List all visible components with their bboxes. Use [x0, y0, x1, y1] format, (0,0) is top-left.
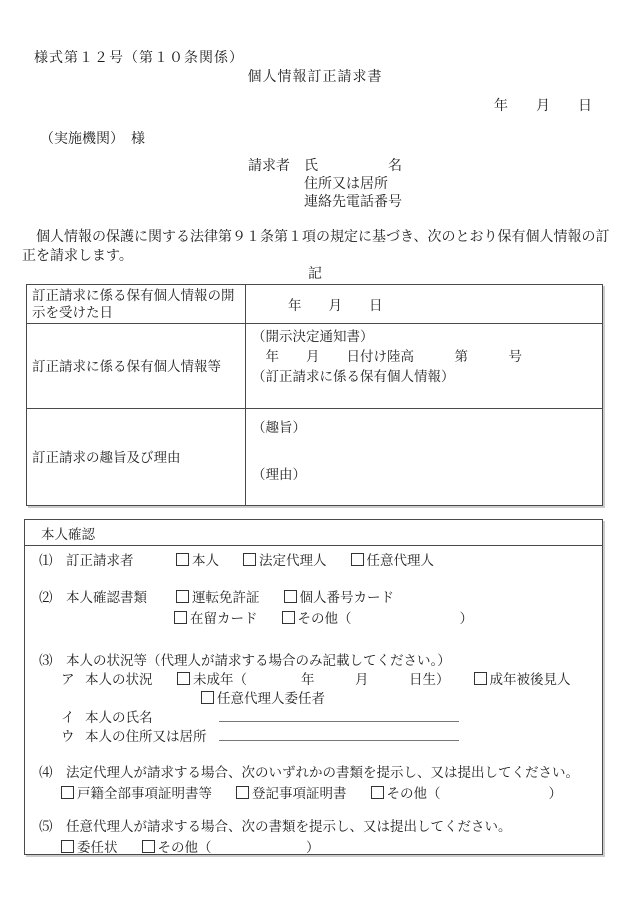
checkbox-other-legal-doc[interactable] [371, 784, 563, 804]
item1-label: 訂正請求者 [66, 553, 134, 568]
checkbox-label: 未成年（ 年 月 日生） [193, 672, 450, 687]
checkbox-voluntary-agent[interactable] [351, 551, 435, 571]
checkbox-label: 運転免許証 [192, 590, 260, 605]
addressee-line: （実施機関） 様 [40, 132, 145, 147]
checkbox-label: 任意代理人 [366, 553, 434, 568]
checkbox-power-of-attorney[interactable] [61, 838, 118, 858]
checkbox-icon [284, 590, 297, 603]
checkbox-label: 個人番号カード [299, 590, 394, 605]
requester-name-line [248, 158, 402, 176]
item-voluntary-agent-docs-options [61, 838, 596, 858]
checkbox-icon [243, 553, 256, 566]
item-voluntary-agent-docs [37, 817, 596, 837]
table-row-purport-reason [27, 409, 603, 506]
body-paragraph: 個人情報の保護に関する法律第９１条第１項の規定に基づき、次のとおり保有個人情報の訂正を請求します。 [22, 230, 610, 264]
purport-label: （趣旨） [252, 420, 306, 435]
checkbox-label: 法定代理人 [259, 553, 327, 568]
checkbox-adult-ward[interactable] [474, 670, 571, 689]
item-requester-type [37, 551, 596, 571]
checkbox-icon [174, 611, 187, 624]
checkbox-icon [474, 672, 487, 685]
checkbox-registration-certificate[interactable] [236, 784, 347, 804]
checkbox-voluntary-agent-delegator[interactable] [201, 689, 325, 708]
sub-a-label: 本人の状況 [85, 672, 153, 687]
checkbox-label: その他（ ） [157, 840, 320, 855]
checkbox-icon [351, 553, 364, 566]
page-title: 個人情報訂正請求書 [247, 70, 383, 85]
item2-number: ⑵ [39, 590, 53, 605]
checkbox-family-register-certificate[interactable] [61, 784, 212, 804]
principal-name-fill-field[interactable] [219, 708, 459, 722]
checkbox-icon [61, 840, 74, 853]
checkbox-icon [176, 590, 189, 603]
row-label-disclosure-date: 訂正請求に係る保有個人情報の開示を受けた日 [27, 285, 246, 324]
checkbox-label: 成年被後見人 [489, 672, 571, 687]
reason-label: （理由） [252, 467, 306, 482]
sub-u-marker: ウ [61, 729, 75, 744]
checkbox-icon [201, 691, 214, 704]
item3-number: ⑶ [39, 653, 53, 668]
requester-name-label: 氏 名 [304, 159, 402, 174]
request-table [26, 284, 603, 506]
item-id-documents-row2 [174, 609, 596, 629]
item-legal-agent-docs [37, 763, 596, 783]
retained-info-line: （訂正請求に係る保有個人情報） [252, 369, 455, 384]
sub-item-principal-address [61, 727, 596, 746]
checkbox-other-voluntary-doc[interactable] [142, 838, 320, 858]
item1-number: ⑴ [39, 553, 53, 568]
checkbox-legal-agent[interactable] [243, 551, 327, 571]
checkbox-label: 在留カード [190, 611, 258, 626]
checkbox-icon [142, 840, 155, 853]
checkbox-label: 登記事項証明書 [252, 786, 347, 801]
checkbox-honnin[interactable] [176, 551, 219, 571]
sub-item-principal-name [61, 708, 596, 727]
item5-number: ⑸ [39, 819, 53, 834]
checkbox-label: 委任状 [77, 840, 118, 855]
item-id-documents [37, 588, 596, 608]
item4-label: 法定代理人が請求する場合、次のいずれかの書類を提示し、又は提出してください。 [66, 765, 579, 780]
notice-number-line: 年 月 日付け陸高 第 号 [252, 349, 522, 364]
disclosure-notice-line: （開示決定通知書） [252, 329, 374, 344]
identity-check-box [24, 519, 603, 855]
table-row-disclosure-date [27, 285, 603, 324]
principal-address-fill-field[interactable] [219, 727, 459, 741]
checkbox-icon [371, 786, 384, 799]
item4-number: ⑷ [39, 765, 53, 780]
checkbox-minor[interactable] [177, 670, 450, 689]
sub-i-label: 本人の氏名 [85, 710, 153, 725]
checkbox-label: 戸籍全部事項証明書等 [77, 786, 212, 801]
date-fill-field[interactable]: 年 月 日 [494, 99, 592, 114]
checkbox-label: 任意代理人委任者 [217, 691, 325, 706]
checkbox-icon [176, 553, 189, 566]
item-principal-status [37, 651, 596, 671]
item2-label: 本人確認書類 [66, 590, 147, 605]
checkbox-icon [282, 611, 295, 624]
checkbox-mynumber-card[interactable] [284, 588, 395, 608]
requester-block [248, 158, 402, 212]
sub-item-status-row2 [201, 689, 596, 708]
item-legal-agent-docs-options [61, 784, 596, 804]
checkbox-drivers-license[interactable] [176, 588, 260, 608]
row-label-purport-reason: 訂正請求の趣旨及び理由 [27, 409, 246, 506]
item5-label: 任意代理人が請求する場合、次の書類を提示し、又は提出してください。 [66, 819, 512, 834]
checkbox-icon [177, 672, 190, 685]
checkbox-label: その他（ ） [297, 611, 473, 626]
sub-item-status [61, 670, 596, 689]
checkbox-label: 本人 [192, 553, 219, 568]
checkbox-label: その他（ ） [386, 786, 562, 801]
retained-info-fill-field[interactable] [246, 324, 603, 409]
checkbox-other-id[interactable] [282, 609, 474, 629]
checkbox-icon [236, 786, 249, 799]
row-label-retained-info: 訂正請求に係る保有個人情報等 [27, 324, 246, 409]
sub-i-marker: イ [61, 710, 75, 725]
requester-phone-label: 連絡先電話番号 [304, 195, 402, 210]
table-row-retained-info [27, 324, 603, 409]
identity-check-title: 本人確認 [25, 520, 602, 546]
requester-label: 請求者 [248, 159, 304, 174]
requester-address-label: 住所又は居所 [304, 177, 388, 192]
sub-u-label: 本人の住所又は居所 [85, 729, 207, 744]
record-marker: 記 [308, 267, 322, 282]
purport-reason-fill-field[interactable] [246, 409, 603, 506]
checkbox-icon [61, 786, 74, 799]
disclosure-date-fill-field[interactable]: 年 月 日 [246, 285, 603, 324]
identity-check-content [25, 546, 602, 858]
item3-label: 本人の状況等（代理人が請求する場合のみ記載してください。） [66, 653, 451, 668]
checkbox-residence-card[interactable] [174, 609, 258, 629]
sub-a-marker: ア [61, 672, 75, 687]
form-number: 様式第１２号（第１０条関係） [34, 51, 244, 66]
